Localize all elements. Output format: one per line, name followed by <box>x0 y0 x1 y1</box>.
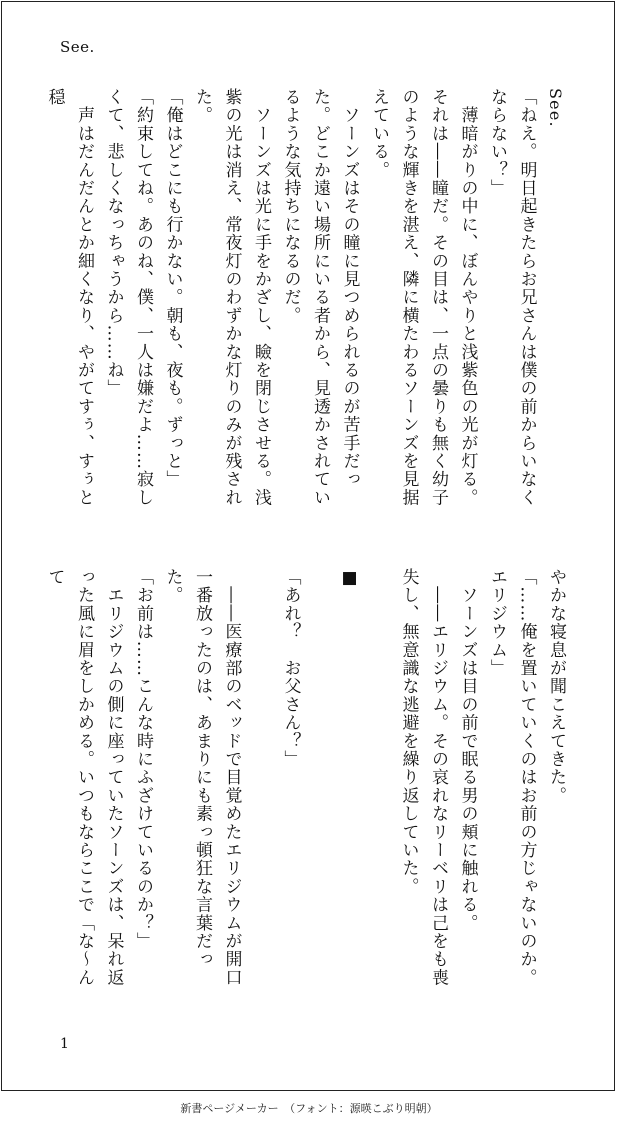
upper-text-block <box>40 88 570 524</box>
footer-credit: 新書ページメーカー （フォント：源暎こぶり明朝） <box>180 1102 438 1115</box>
blank-line <box>364 568 394 1004</box>
chapter-title: See. <box>546 88 565 128</box>
text-line: 「お前は……こんな時にふざけているのか？」 <box>133 568 153 951</box>
text-line: 薄暗がりの中に、ぼんやりと浅紫色の光が灯る。それは――瞳だ。その目は、一点の曇りも無く幼子のような輝きを湛え、隣に横たわるソーンズを見据えている。 <box>369 88 478 507</box>
page-number: 1 <box>60 1036 69 1052</box>
text-line: やかな寝息が聞こえてきた。 <box>546 568 566 805</box>
text-line: 「俺はどこにも行かない。朝も、夜も。ずっと」 <box>162 88 183 489</box>
text-line: ――エリジウム。その哀れなリーベリは己をも喪失し、無意識な逃避を繰り返していた。 <box>398 568 448 987</box>
text-line: 「約束してね。あのね、僕、一人は嫌だよ……寂しくて、悲しくなっちゃうから……ね」 <box>103 88 153 507</box>
text-line: ――医療部のベッドで目覚めたエリジウムが開口一番放ったのは、あまりにも素っ頓狂な言葉だった。 <box>162 568 242 987</box>
text-line: ソーンズは光に手をかざし、瞼を閉じさせる。浅紫の光は消え、常夜灯のわずかな灯りのみが残された。 <box>192 88 271 507</box>
text-line: 「……俺を置いていくのはお前の方じゃないのか。エリジウム」 <box>487 568 537 987</box>
text-line: 「ねえ。明日起きたらお兄さんは僕の前からいなくならない？」 <box>487 88 537 507</box>
lower-text-block <box>40 568 570 1004</box>
running-title: See. <box>60 38 95 56</box>
blank-line <box>305 568 335 1004</box>
text-line: 声はだんだんとか細くなり、やがてすぅ、すぅと穏 <box>44 88 94 507</box>
text-line: エリジウムの側に座っていたソーンズは、呆れ返った風に眉をしかめる。いつもならここで「な～んて <box>44 568 124 987</box>
text-line: 「あれ？ お父さん？」 <box>280 568 301 769</box>
section-break-marker: ■ <box>339 568 360 590</box>
text-line: ソーンズは目の前で眠る男の頬に触れる。 <box>457 568 478 932</box>
blank-line <box>246 568 276 1004</box>
text-line: ソーンズはその瞳に見つめられるのが苦手だった。どこか遠い場所にいる者から、見透かされているような気持ちになるのだ。 <box>280 88 360 507</box>
book-page <box>1 1 615 1091</box>
